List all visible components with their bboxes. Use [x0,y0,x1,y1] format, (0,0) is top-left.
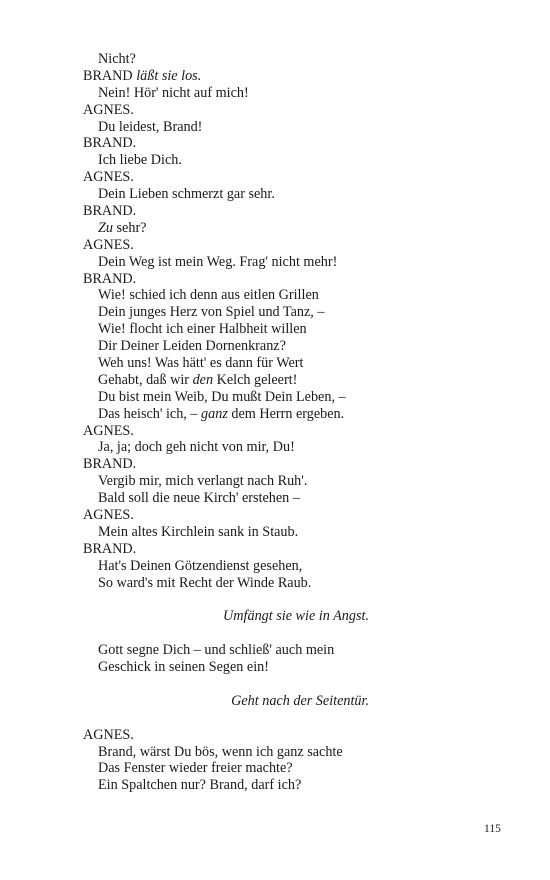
blank-line [83,676,483,693]
speaker-name: AGNES. [83,726,134,743]
emphasized-word: den [192,371,214,388]
verse-line: Das Fenster wieder freier machte? [98,760,293,777]
verse-line [83,372,483,389]
speaker-name: BRAND [83,67,133,84]
verse-line: Dein Weg ist mein Weg. Frag' nicht mehr! [98,253,338,270]
speaker-name: AGNES. [83,101,134,118]
speaker-name: BRAND. [83,270,137,287]
speaker-name: AGNES. [83,169,134,186]
verse-fragment: Das heisch' ich, – [98,405,202,422]
verse-line: Dein junges Herz von Spiel und Tanz, – [98,304,325,321]
verse-line: Geschick in seinen Segen ein! [98,659,269,676]
speaker-name: BRAND. [83,456,137,473]
verse-line: Ich liebe Dich. [98,152,182,169]
blank-line [83,710,483,727]
verse-line: Vergib mir, mich verlangt nach Ruh'. [98,473,308,490]
verse-line: Mein altes Kirchlein sank in Staub. [98,523,299,540]
verse-line: Weh uns! Was hätt' es dann für Wert [98,355,304,372]
verse-fragment: dem Herrn ergeben. [227,405,345,422]
stage-direction: Geht nach der Seitentür. [231,692,369,709]
speaker-name: AGNES. [83,507,134,524]
page-number: 115 [484,823,501,835]
verse-line: Du leidest, Brand! [98,118,203,135]
speaker-with-direction [83,68,483,85]
stage-direction: Umfängt sie wie in Angst. [223,608,369,625]
verse-line [83,220,483,237]
speaker-name: BRAND. [83,203,137,220]
verse-fragment: Gehabt, daß wir [98,371,193,388]
verse-line [83,406,483,423]
verse-line: Ja, ja; doch geh nicht von mir, Du! [98,439,295,456]
verse-line: Nicht? [98,51,136,67]
verse-line: Nein! Hör' nicht auf mich! [98,84,249,101]
verse-line: Ein Spaltchen nur? Brand, darf ich? [98,777,302,794]
speaker-name: BRAND. [83,540,137,557]
emphasized-word: ganz [201,405,228,422]
verse-line: Hat's Deinen Götzendienst gesehen, [98,557,303,574]
verse-line: Wie! schied ich denn aus eitlen Grillen [98,287,319,304]
verse-fragment: sehr? [112,219,147,236]
verse-line: Dein Lieben schmerzt gar sehr. [98,186,275,203]
verse-line: Dir Deiner Leiden Dornenkranz? [98,338,286,355]
stage-direction: läßt sie los. [136,67,202,84]
blank-line [83,592,483,609]
verse-line: Bald soll die neue Kirch' erstehen – [98,490,300,507]
verse-line: Du bist mein Weib, Du mußt Dein Leben, – [98,388,346,405]
page-text [83,51,483,794]
speaker-name: AGNES. [83,422,134,439]
speaker-name: BRAND. [83,135,137,152]
verse-line: So ward's mit Recht der Winde Raub. [98,574,312,591]
emphasized-word: Zu [98,219,113,236]
verse-line: Wie! flocht ich einer Halbheit willen [98,321,307,338]
verse-line: Gott segne Dich – und schließ' auch mein [98,642,335,659]
verse-fragment: Kelch geleert! [213,371,298,388]
verse-line: Brand, wärst Du bös, wenn ich ganz sachte [98,743,343,760]
speaker-name: AGNES. [83,236,134,253]
blank-line [83,625,483,642]
